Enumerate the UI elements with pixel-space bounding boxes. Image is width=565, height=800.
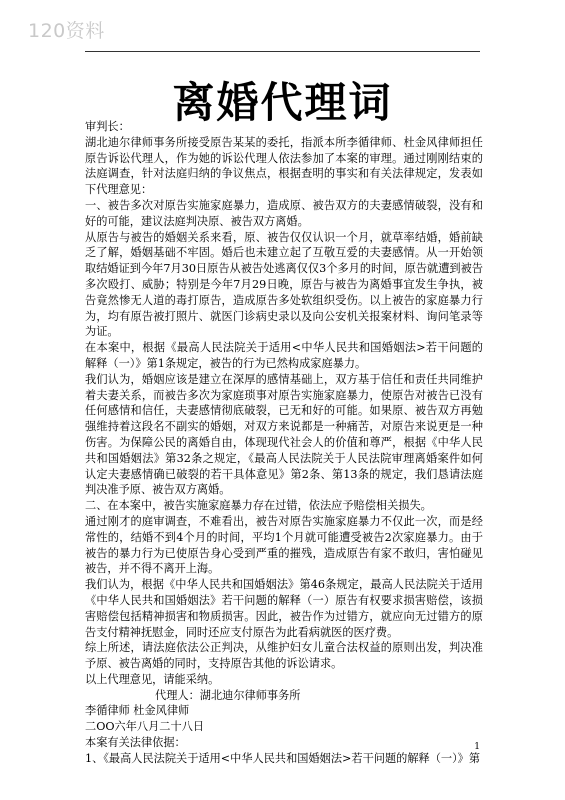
paragraph: 一、被告多次对原告实施家庭暴力，造成原、被告双方的夫妻感情破裂，没有和好的可能，建议法庭判决原、被告双方离婚。 [85, 198, 483, 228]
paragraph: 二、在本案中，被告实施家庭暴力存在过错，依法应予赔偿相关损失。 [85, 499, 432, 513]
watermark-text: 120资料 [28, 20, 105, 42]
paragraph: 从原告与被告的婚姻关系来看，原、被告仅仅认识一个月，就草率结婚，婚前缺乏了解，婚姻基础不牢固。婚后也未建立起了互敬互爱的夫妻感情。从一开始领取结婚证到今年7月30日原告从被告处逃离仅仅3个多月的时间，原告就遭到被告多次殴打、威胁；特别是今年7月29日晚，原告与被告为离婚事宜发生争执，被告竟然惨无人道的毒打原告，造成原告多处软组织受伤。以上被告的家庭暴力行为，均有原告被打照片、就医门诊病史录以及向公安机关报案材料、询问笔录等为证。 [85, 230, 483, 339]
paragraph: 通过刚才的庭审调查，不难看出，被告对原告实施家庭暴力不仅此一次，而是经常性的，结婚不到4个月的时间，平均1个月就可能遭受被告2次家庭暴力。由于被告的暴力行为已使原告身心受到严重的摧残，造成原告有家不敢归，害怕碰见被告，并不得不离开上海。 [85, 514, 483, 576]
header-rule [85, 51, 480, 52]
basis-heading: 本案有关法律依据： [85, 736, 186, 750]
paragraph: 以上代理意见，请能采纳。 [85, 672, 220, 686]
basis-item: 1、《最高人民法院关于适用<中华人民共和国婚姻法>若干问题的解释（一）》第 [85, 751, 481, 765]
paragraph: 在本案中，根据《最高人民法院关于适用<中华人民共和国婚姻法>若干问题的解释（一）》第1条规定，被告的行为已然构成家庭暴力。 [85, 341, 483, 370]
document-body [85, 119, 483, 767]
paragraph: 我们认为，婚姻应该是建立在深厚的感情基础上，双方基于信任和责任共同维护着夫妻关系，而被告多次为家庭琐事对原告实施家庭暴力，使原告对被告已没有任何感情和信任，夫妻感情彻底破裂，已无和好的可能。如果原、被告双方再勉强维持着这段名不副实的婚姻，对双方来说都是一种痛苦，对原告来说更是一种伤害。为保障公民的离婚自由，体现现代社会人的价值和尊严，根据《中华人民共和国婚姻法》第32条之规定，《最高人民法院关于人民法院审理离婚案件如何认定夫妻感情确已破裂的若干具体意见》第2条、第13条的规定，我们恳请法庭判决准予原、被告双方离婚。 [85, 372, 483, 497]
paragraph: 综上所述，请法庭依法公正判决，从维护妇女儿童合法权益的原则出发，判决准予原、被告离婚的同时，支持原告其他的诉讼请求。 [85, 641, 483, 671]
salutation: 审判长： [85, 120, 130, 133]
page-number: 1 [474, 742, 480, 752]
signature-lawyers: 李循律师 杜金风律师 [85, 704, 190, 718]
signature-date: 二OO六年八月二十八日 [85, 720, 205, 734]
paragraph: 我们认为，根据《中华人民共和国婚姻法》第46条规定，最高人民法院关于适用《中华人民共和国婚姻法》若干问题的解释（一）原告有权要求损害赔偿，该损害赔偿包括精神损害和物质损害。因此，被告作为过错方，就应向无过错方的原告支付精神抚慰金，同时还应支付原告为此看病就医的医疗费。 [85, 578, 483, 639]
paragraph: 湖北迪尔律师事务所接受原告某某的委托，指派本所李循律师、杜金风律师担任原告诉讼代理人，作为她的诉讼代理人依法参加了本案的审理。通过刚刚结束的法庭调查，针对法庭归纳的争议焦点，根据查明的事实和有关法律规定，发表如下代理意见： [85, 135, 483, 197]
signature-agent: 代理人：湖北迪尔律师事务所 [155, 688, 301, 702]
document-title: 离婚代理词 [172, 78, 393, 127]
